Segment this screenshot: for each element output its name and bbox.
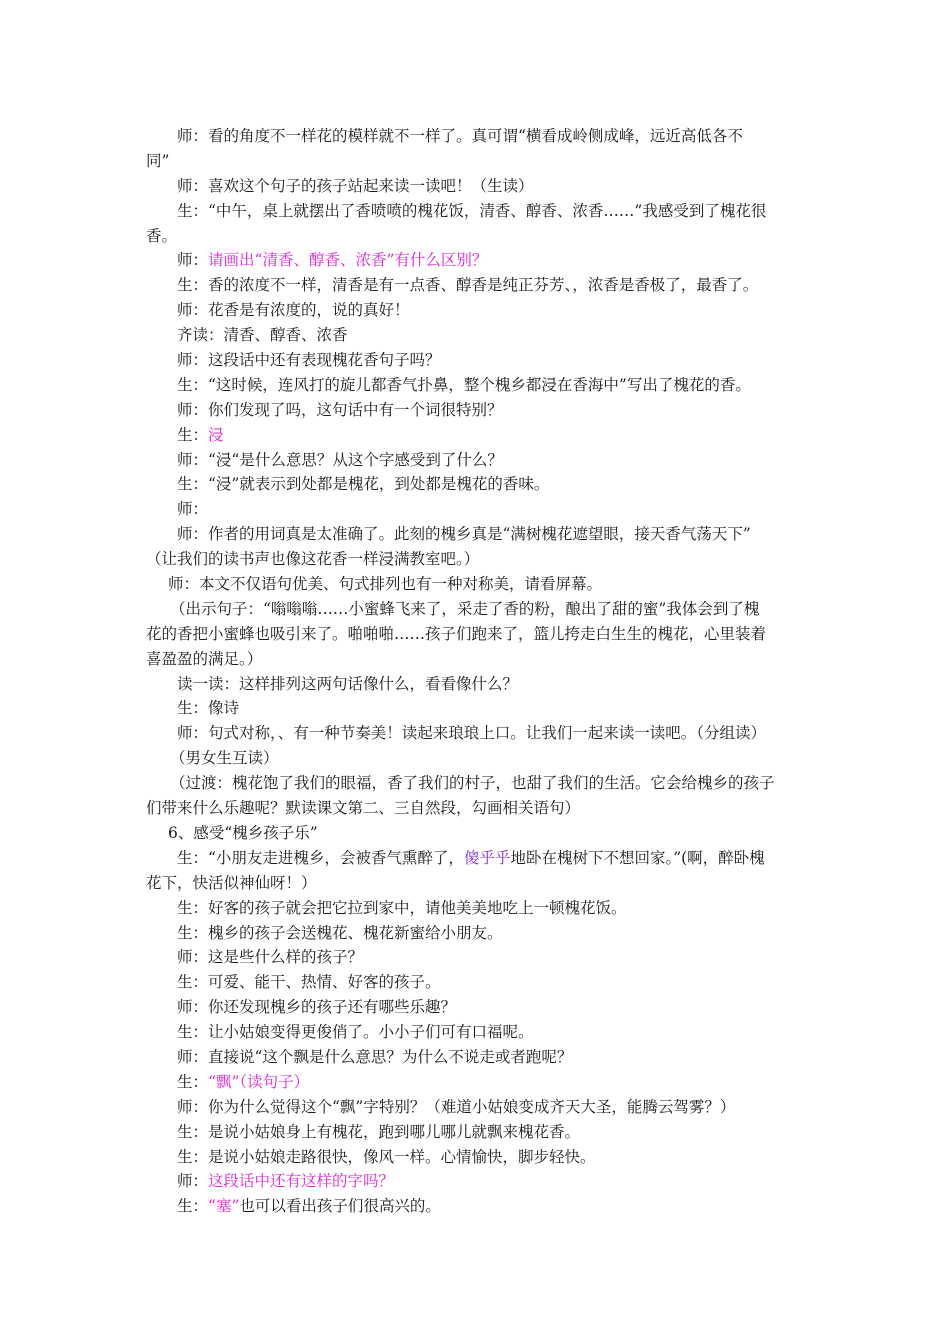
text-span: 生：“这时候，连风打的旋儿都香气扑鼻，整个槐乡都浸在香海中”写出了槐花的香。 xyxy=(177,375,751,394)
text-line xyxy=(146,1169,810,1194)
text-span: 师： xyxy=(177,500,209,519)
text-span: 花的香把小蜜蜂也吸引来了。啪啪啪……孩子们跑来了，篮儿挎走白生生的槐花，心里装着 xyxy=(146,624,767,643)
text-span: 读一读：这样排列这两句话像什么，看看像什么？ xyxy=(177,674,519,693)
text-span: 生： xyxy=(177,425,209,444)
highlighted-word: “飘”（读句子） xyxy=(208,1072,310,1091)
text-span: 生：可爱、能干、热情、好客的孩子。 xyxy=(177,973,441,992)
text-line xyxy=(146,174,810,199)
text-line xyxy=(146,846,810,871)
text-span: 生：让小姑娘变得更俊俏了。小小子们可有口福呢。 xyxy=(177,1023,534,1042)
text-span: （过渡：槐花饱了我们的眼福，香了我们的村子，也甜了我们的生活。它会给槐乡的孩子 xyxy=(170,774,775,793)
text-span: 师：这段话中还有表现槐花香句子吗？ xyxy=(177,351,441,370)
text-span: 师：本文不仅语句优美、句式排列也有一种对称美，请看屏幕。 xyxy=(168,575,603,594)
text-span: 生： xyxy=(177,1197,209,1216)
text-line xyxy=(146,124,810,149)
text-span: 师：花香是有浓度的，说的真好！ xyxy=(177,301,410,320)
highlighted-word: 傻乎乎 xyxy=(463,848,511,867)
text-span: 香。 xyxy=(146,226,178,245)
text-line xyxy=(146,1120,810,1145)
document-body xyxy=(146,124,810,1219)
text-line xyxy=(146,398,810,423)
text-line xyxy=(146,323,810,348)
text-span: 地卧在槐树下不想回家。”(啊，醉卧槐 xyxy=(510,848,765,867)
text-line xyxy=(146,448,810,473)
text-span: 们带来什么乐趣呢？默读课文第二、三自然段，勾画相关语句） xyxy=(146,799,581,818)
text-line xyxy=(146,547,810,572)
text-span: 师：看的角度不一样花的模样就不一样了。真可谓“横看成岭侧成峰，远近高低各不 xyxy=(177,127,743,145)
text-line xyxy=(146,796,810,821)
text-span: 师：你还发现槐乡的孩子还有哪些乐趣？ xyxy=(177,998,457,1017)
text-line xyxy=(146,1095,810,1120)
text-span: 生：是说小姑娘走路很快，像风一样。心情愉快，脚步轻快。 xyxy=(177,1147,596,1166)
text-span: 生：“中午，桌上就摆出了香喷喷的槐花饭，清香、醇香、浓香……”我感受到了槐花很 xyxy=(177,201,767,220)
text-line xyxy=(146,746,810,771)
text-line xyxy=(146,1194,810,1219)
text-line xyxy=(146,572,810,597)
text-span: 师： xyxy=(177,251,209,270)
text-span: 师：作者的用词真是太准确了。此刻的槐乡真是“满树槐花遮望眼，接天香气荡天下” xyxy=(177,525,751,544)
text-span: 喜盈盈的满足。） xyxy=(146,649,263,668)
text-span: 齐读：清香、醇香、浓香 xyxy=(177,326,348,345)
text-line xyxy=(146,945,810,970)
text-span: 生：香的浓度不一样，清香是有一点香、醇香是纯正芬芳、，浓香是香极了，最香了。 xyxy=(177,276,759,295)
text-line xyxy=(146,522,810,547)
text-line xyxy=(146,871,810,896)
text-line xyxy=(146,348,810,373)
text-line xyxy=(146,995,810,1020)
highlighted-word: 浸 xyxy=(208,425,224,444)
text-span: （让我们的读书声也像这花香一样浸满教室吧。） xyxy=(146,550,480,569)
text-span: 生：“小朋友走进槐乡，会被香气熏醉了， xyxy=(177,848,464,867)
text-span: 生：好客的孩子就会把它拉到家中，请他美美地吃上一顿槐花饭。 xyxy=(177,898,627,917)
text-line xyxy=(146,597,810,622)
text-span: 同” xyxy=(146,151,170,170)
text-span: 6、感受“槐乡孩子乐” xyxy=(168,823,318,842)
text-span: 师：“浸“是什么意思？从这个字感受到了什么？ xyxy=(177,450,503,469)
text-line xyxy=(146,1020,810,1045)
text-line xyxy=(146,149,810,174)
text-span: 师：直接说“这个飘是什么意思？为什么不说走或者跑呢？ xyxy=(177,1047,573,1066)
text-line xyxy=(146,1045,810,1070)
text-line xyxy=(146,921,810,946)
text-line xyxy=(146,1070,810,1095)
text-span: 也可以看出孩子们很高兴的。 xyxy=(239,1197,441,1216)
text-line xyxy=(146,224,810,249)
text-line xyxy=(146,672,810,697)
text-line xyxy=(146,896,810,921)
text-span: （出示句子：“嗡嗡嗡……小蜜蜂飞来了，采走了香的粉，酿出了甜的蜜”我体会到了槐 xyxy=(170,599,760,618)
text-line xyxy=(146,273,810,298)
text-line xyxy=(146,199,810,224)
highlighted-word: “塞” xyxy=(208,1197,240,1216)
section-heading xyxy=(146,821,810,846)
text-line xyxy=(146,622,810,647)
text-line xyxy=(146,771,810,796)
text-span: 生：是说小姑娘身上有槐花，跑到哪儿哪儿就飘来槐花香。 xyxy=(177,1122,581,1141)
text-line xyxy=(146,1145,810,1170)
text-span: 花下，快活似神仙呀！） xyxy=(146,873,317,892)
text-line xyxy=(146,298,810,323)
text-line xyxy=(146,248,810,273)
text-line xyxy=(146,647,810,672)
text-line xyxy=(146,373,810,398)
highlighted-question: 请画出“清香、醇香、浓香”有什么区别？ xyxy=(208,251,488,270)
text-span: 师：句式对称，、有一种节奏美！读起来琅琅上口。让我们一起来读一读吧。（分组读） xyxy=(177,724,767,743)
text-span: 生：“浸”就表示到处都是槐花，到处都是槐花的香味。 xyxy=(177,475,550,494)
text-line xyxy=(146,970,810,995)
text-span: （男女生互读） xyxy=(170,749,279,768)
text-line xyxy=(146,696,810,721)
text-span: 生：槐乡的孩子会送槐花、槐花新蜜给小朋友。 xyxy=(177,923,503,942)
text-line xyxy=(146,721,810,746)
text-line xyxy=(146,423,810,448)
text-span: 师：喜欢这个句子的孩子站起来读一读吧！（生读） xyxy=(177,176,534,195)
text-span: 师：这是些什么样的孩子？ xyxy=(177,948,364,967)
text-span: 生：像诗 xyxy=(177,699,240,718)
highlighted-question: 这段话中还有这样的字吗？ xyxy=(208,1172,395,1191)
text-line xyxy=(146,497,810,522)
text-span: 师：你为什么觉得这个“飘”字特别？（难道小姑娘变成齐天大圣，能腾云驾雾？） xyxy=(177,1097,736,1116)
text-line xyxy=(146,472,810,497)
text-span: 师：你们发现了吗，这句话中有一个词很特别？ xyxy=(177,400,503,419)
text-span: 师： xyxy=(177,1172,209,1191)
text-span: 生： xyxy=(177,1072,209,1091)
